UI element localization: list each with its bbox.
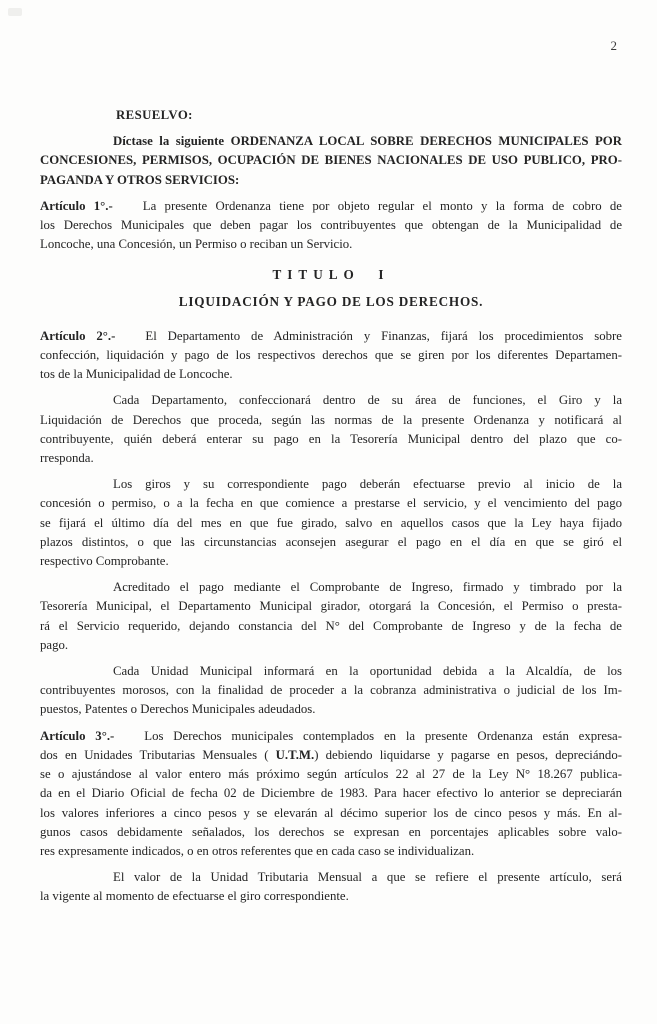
text-line: Cada Unidad Municipal informará en la oportunidad debida a la Alcaldía, de los <box>113 664 622 679</box>
utm-abbreviation: U.T.M. <box>275 747 315 762</box>
body-paragraph <box>40 578 622 655</box>
text-line: Liquidación de Derechos que proceda, según las normas de la presente Ordenanza y notificará al <box>40 412 622 427</box>
text-line <box>40 727 622 746</box>
text-line: Acreditado el pago mediante el Comprobante de Ingreso, firmado y timbrado por la <box>113 580 622 595</box>
body-paragraph <box>40 391 622 468</box>
article-3-label: Artículo 3°.- <box>40 728 115 743</box>
text-line: se o ajustándose al valor entero más próximo según artículos 22 al 27 de la Ley N° 18.267 publica- <box>40 767 622 782</box>
article-2-paragraph <box>40 327 622 385</box>
resuelvo-heading: RESUELVO: <box>116 108 193 122</box>
text-line <box>40 197 622 216</box>
text-line: pago. <box>40 637 69 652</box>
article-1-label: Artículo 1°.- <box>40 198 113 213</box>
text-line: contribuyente, quién deberá enterar su pago en la Tesorería Municipal dentro del plazo que co- <box>40 431 622 446</box>
text-line: Loncoche, una Concesión, un Permiso o reciban un Servicio. <box>40 237 353 252</box>
body-paragraph <box>40 475 622 571</box>
text-line: confección, liquidación y pago de los respectivos derechos que se giren por los diferentes Departamen- <box>40 348 622 363</box>
line-text: dos en Unidades Tributarias Mensuales ( <box>40 747 276 762</box>
line-text: El Departamento de Administración y Finanzas, fijará los procedimientos sobre <box>145 328 622 343</box>
text-line: contribuyentes morosos, con la finalidad de proceder a la cobranza administrativa o judicial de los Im- <box>40 683 622 698</box>
scan-smudge <box>8 8 22 16</box>
line-text: Los Derechos municipales contemplados en la presente Ordenanza están expresa- <box>144 728 622 743</box>
page-content <box>40 106 622 907</box>
text-line: gunos casos debidamente señalados, los derechos se expresan en porcentajes aplicables sobre valo- <box>40 824 622 839</box>
text-line: CONCESIONES, PERMISOS, OCUPACIÓN DE BIENES NACIONALES DE USO PUBLICO, PRO- <box>40 153 622 168</box>
line-text: ) debiendo liquidarse y pagarse en pesos, depreciándo- <box>314 747 622 762</box>
text-line: se fijará el último día del mes en que fue girado, salvo en aquellos casos que la Ley haya fijado <box>40 515 622 530</box>
text-line: El valor de la Unidad Tributaria Mensual a que se refiere el presente artículo, será <box>113 870 622 885</box>
text-line: da en el Diario Oficial de fecha 02 de Diciembre de 1983. Para hacer efectivo lo anterior se depreciarán <box>40 786 622 801</box>
titulo-heading: TITULO I <box>272 267 390 283</box>
body-paragraph <box>40 868 622 906</box>
text-line <box>40 746 622 765</box>
text-line: los Derechos Municipales que deben pagar los contribuyentes que obtengan de la Municipalidad de <box>40 218 622 233</box>
page-number: 2 <box>610 38 617 53</box>
text-line: los valores inferiores a cinco pesos y se elevarán al décimo superior los de cinco pesos y más. En al- <box>40 805 622 820</box>
text-line: la vigente al momento de efectuarse el giro correspondiente. <box>40 889 349 904</box>
line-text: La presente Ordenanza tiene por objeto regular el monto y la forma de cobro de <box>142 198 622 213</box>
text-line: puestos, Patentes o Derechos Municipales adeudados. <box>40 702 316 717</box>
text-line: plazos distintos, o que las circunstancias aconsejen asegurar el pago en el día en que se giró el <box>40 534 622 549</box>
text-line: Díctase la siguiente ORDENANZA LOCAL SOBRE DERECHOS MUNICIPALES POR <box>113 134 622 149</box>
article-2-label: Artículo 2°.- <box>40 328 116 343</box>
text-line: PAGANDA Y OTROS SERVICIOS: <box>40 172 240 187</box>
text-line: Los giros y su correspondiente pago deberán efectuarse previo al inicio de la <box>113 477 622 492</box>
body-paragraph <box>40 662 622 720</box>
text-line: respectivo Comprobante. <box>40 554 169 569</box>
text-line: rresponda. <box>40 451 94 466</box>
article-3-paragraph <box>40 727 622 861</box>
text-line: tos de la Municipalidad de Loncoche. <box>40 367 233 382</box>
liquidacion-subheading: LIQUIDACIÓN Y PAGO DE LOS DERECHOS. <box>178 293 484 309</box>
text-line: concesión o permiso, o a la fecha en que comience a prestarse el servicio, y el vencimiento del pago <box>40 496 622 511</box>
article-1-paragraph <box>40 197 622 255</box>
text-line <box>40 327 622 346</box>
text-line: res expresamente indicados, o en otros referentes que en cada caso se individualizan. <box>40 843 475 858</box>
text-line: rá el Servicio requerido, dejando constancia del N° del Comprobante de Ingreso y de la fecha de <box>40 618 622 633</box>
text-line: Cada Departamento, confeccionará dentro de su área de funciones, el Giro y la <box>113 393 622 408</box>
text-line: Tesorería Municipal, el Departamento Municipal girador, otorgará la Concesión, el Permiso o presta- <box>40 599 622 614</box>
decree-paragraph <box>40 132 622 190</box>
